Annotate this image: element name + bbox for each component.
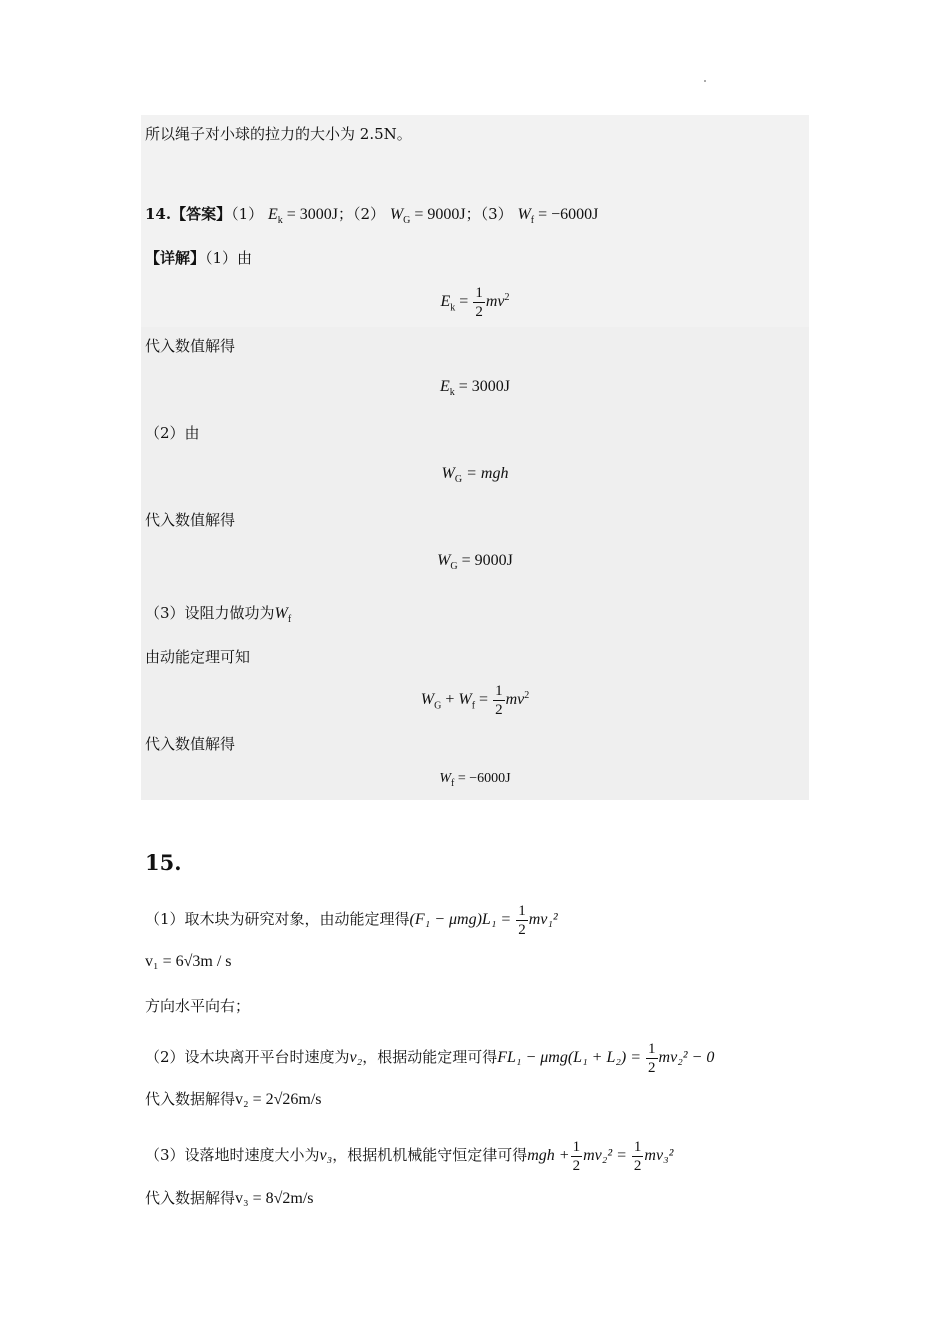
- wg-rhs: = mgh: [466, 465, 509, 482]
- q15-p3-result-line: [145, 1188, 314, 1209]
- wg-sub3: G: [434, 700, 442, 712]
- half-fraction-6: [632, 1138, 644, 1175]
- frac-num4: 1: [648, 1041, 656, 1057]
- q13-conclusion: 所以绳子对小球的拉力的大小为 2.5N。: [145, 125, 412, 143]
- answer-part-3: ；（3）: [465, 205, 513, 223]
- answer-part-1: （1）: [231, 205, 264, 223]
- q15-part3: [145, 1138, 673, 1175]
- q15-p2-result-text: 代入数据解得: [145, 1090, 236, 1108]
- eq-wg: [0, 465, 950, 485]
- q15-p1-text: （1）取木块为研究对象，由动能定理得: [145, 910, 410, 929]
- frac-den5: 2: [572, 1158, 581, 1174]
- part3-text: （3）设阻力做功为: [145, 604, 275, 622]
- v3-symbol: v₃: [319, 1147, 333, 1165]
- half-fraction-4: [646, 1040, 658, 1077]
- half-fraction-3: [516, 902, 528, 939]
- detail-label: 【详解】: [145, 249, 206, 267]
- wf-sub2: f: [287, 614, 292, 626]
- wg-sub: G: [403, 215, 411, 227]
- half-fraction: [473, 284, 485, 321]
- substitute-3: 代入数值解得: [145, 735, 236, 753]
- wf-sub3: f: [471, 700, 476, 712]
- q15-number: 15.: [145, 850, 182, 875]
- q15-p3-text-b: ，根据机机械能守恒定律可得: [332, 1146, 528, 1165]
- wf-sym: W: [274, 605, 288, 622]
- q15-part1: [145, 902, 558, 939]
- frac-den4: 2: [648, 1060, 656, 1076]
- answer-label: 【答案】: [171, 205, 232, 223]
- equals: =: [459, 293, 469, 311]
- q15-part2: [145, 1040, 714, 1077]
- q15-p3-lhs: mgh +: [527, 1147, 570, 1165]
- equals3: =: [479, 691, 489, 709]
- part3-line: [145, 603, 291, 630]
- frac-num: 1: [475, 285, 483, 301]
- frac-den6: 2: [633, 1158, 642, 1174]
- ek-sym-r: E: [439, 378, 450, 395]
- wf-sym3: W: [458, 691, 472, 709]
- q15-p1-lhs: (F₁ − μmg)L₁ =: [409, 911, 512, 929]
- v2-symbol: v₂: [349, 1049, 363, 1067]
- q15-p2-text: （2）设木块离开平台时速度为: [145, 1048, 350, 1067]
- eq-work-energy: [0, 682, 950, 719]
- q15-p2-text-b: ，根据动能定理可得: [362, 1048, 498, 1067]
- ek-symbol: E: [267, 206, 278, 223]
- wg-symbol: W: [389, 206, 404, 223]
- wf-symbol: W: [517, 206, 531, 223]
- frac-den2: 2: [495, 702, 503, 718]
- detail-line: [145, 248, 252, 268]
- theorem-line: 由动能定理可知: [145, 648, 251, 666]
- wf-sym-r: W: [439, 771, 452, 786]
- frac-num3: 1: [518, 903, 526, 919]
- q14-number: 14.: [145, 205, 172, 223]
- wg-answer: = 9000J: [414, 206, 466, 223]
- page-speck: [704, 80, 706, 82]
- wf-result-val: = −6000J: [457, 771, 511, 786]
- v1-result: v₁ = 6√3m / s: [145, 953, 232, 970]
- wg-sym3: W: [420, 691, 435, 709]
- ek-result: [0, 378, 950, 398]
- v2-result: v₂ = 2√26m/s: [235, 1091, 322, 1108]
- q15-p1-rhs: mv₁²: [528, 911, 558, 929]
- q15-p2-rhs: mv₂² − 0: [658, 1049, 715, 1067]
- mv2: mv: [505, 691, 525, 709]
- substitute-2: 代入数值解得: [145, 511, 236, 529]
- wf-sub: f: [530, 215, 535, 227]
- q15-p3-result-text: 代入数据解得: [145, 1189, 236, 1207]
- square2: 2: [524, 689, 530, 701]
- plus: +: [445, 691, 455, 709]
- square: 2: [504, 291, 510, 303]
- direction: 方向水平向右；: [145, 997, 251, 1015]
- wg-result-val: = 9000J: [461, 552, 513, 569]
- frac-den: 2: [475, 304, 483, 320]
- frac-den3: 2: [518, 922, 526, 938]
- wg-sym: W: [441, 465, 455, 482]
- mv: mv: [485, 293, 505, 311]
- q15-p3-text: （3）设落地时速度大小为: [145, 1146, 320, 1165]
- half-fraction-2: [493, 682, 505, 719]
- ek-sym: E: [440, 293, 451, 311]
- q15-p2-result-line: [145, 1089, 322, 1110]
- q15-p3-rhs: mv₃²: [644, 1147, 674, 1165]
- wf-result: [0, 771, 950, 789]
- ek-answer: = 3000J: [286, 206, 338, 223]
- v3-result: v₃ = 8√2m/s: [235, 1190, 314, 1207]
- q14-answer-line: [145, 204, 598, 231]
- wg-sub-r: G: [450, 561, 458, 573]
- wg-sym-r: W: [437, 552, 451, 569]
- q15-p3-mid: mv₂² =: [583, 1147, 627, 1165]
- ek-sub2: k: [450, 302, 456, 314]
- substitute-1: 代入数值解得: [145, 337, 236, 355]
- ek-sub: k: [277, 215, 283, 227]
- ek-sub-r: k: [449, 387, 455, 399]
- wf-sub-r: f: [451, 777, 455, 789]
- wg-sub2: G: [454, 474, 463, 486]
- frac-num5: 1: [572, 1139, 581, 1155]
- wg-result: [0, 552, 950, 572]
- frac-num6: 1: [633, 1139, 642, 1155]
- eq-kinetic-energy: [0, 284, 950, 321]
- wf-answer: = −6000J: [538, 206, 599, 223]
- ek-result-val: = 3000J: [458, 378, 511, 395]
- q15-p2-lhs: FL₁ − μmg(L₁ + L₂) =: [497, 1049, 642, 1067]
- answer-part-2: ；（2）: [337, 205, 386, 223]
- detail-part-1: （1）由: [205, 249, 253, 267]
- half-fraction-5: [571, 1138, 583, 1175]
- part2-line: （2）由: [145, 424, 200, 442]
- frac-num2: 1: [495, 683, 503, 699]
